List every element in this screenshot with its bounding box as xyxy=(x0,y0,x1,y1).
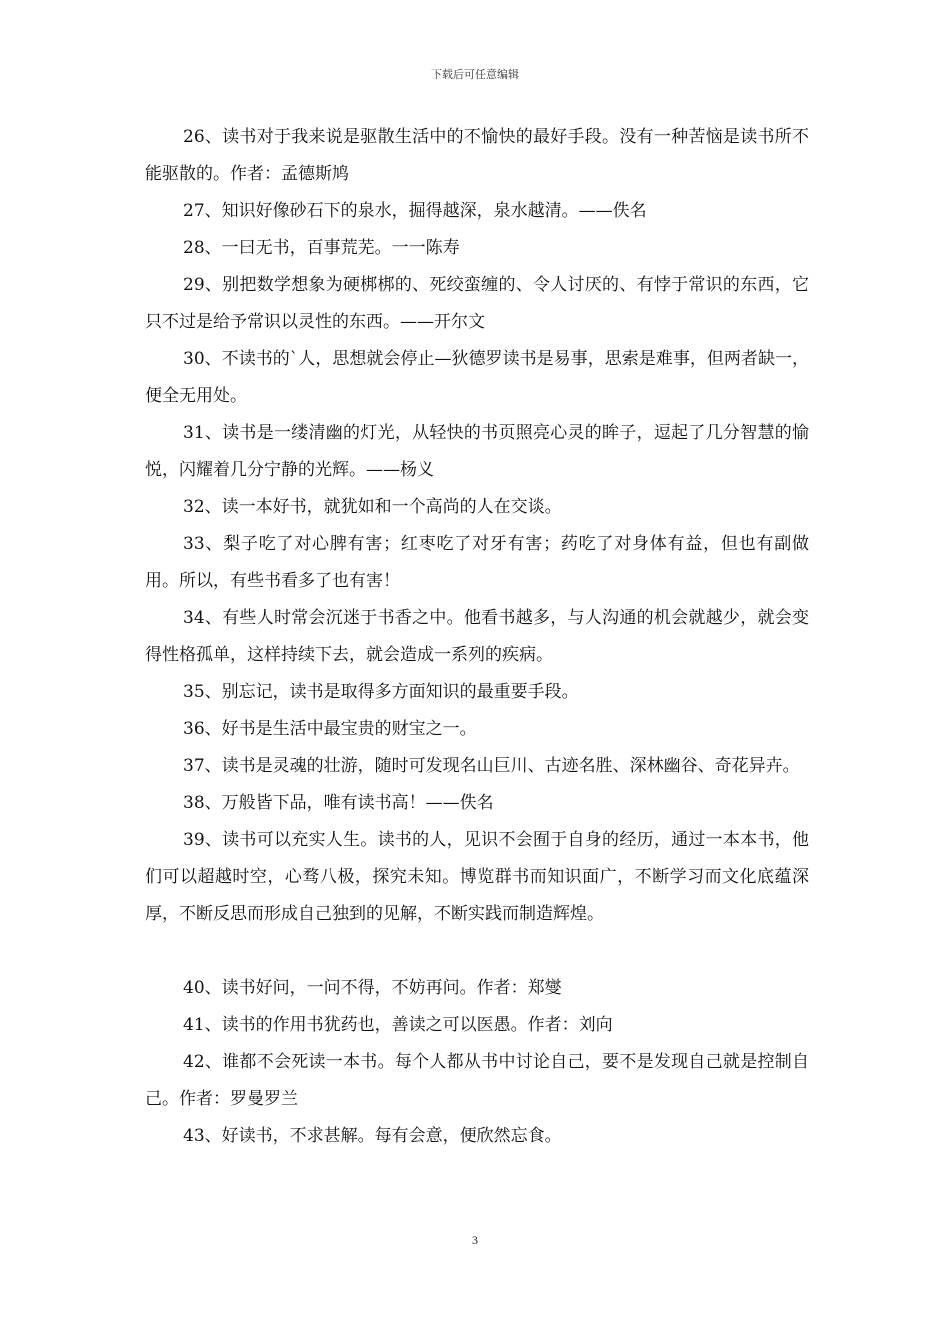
page-number: 3 xyxy=(472,1233,478,1247)
paragraph-43: 43、好读书，不求甚解。每有会意，便欣然忘食。 xyxy=(183,1126,562,1146)
paragraph-27: 27、知识好像砂石下的泉水，掘得越深，泉水越清。——佚名 xyxy=(183,201,647,221)
document-body xyxy=(145,119,809,1155)
paragraph-29: 29、别把数学想象为硬梆梆的、死绞蛮缠的、令人讨厌的、有悖于常识的东西，它只不过是给予常识以灵性的东西。——开尔文 xyxy=(145,275,809,332)
paragraph-41: 41、读书的作用书犹药也，善读之可以医愚。作者：刘向 xyxy=(183,1015,613,1035)
paragraph-30: 30、不读书的`人，思想就会停止—狄德罗读书是易事，思索是难事，但两者缺一，便全无用处。 xyxy=(145,349,809,406)
paragraph-37: 37、读书是灵魂的壮游，随时可发现名山巨川、古迹名胜、深林幽谷、奇花异卉。 xyxy=(183,756,800,776)
paragraph-34: 34、有些人时常会沉迷于书香之中。他看书越多，与人沟通的机会就越少，就会变得性格孤单，这样持续下去，就会造成一系列的疾病。 xyxy=(145,608,809,665)
paragraph-36: 36、好书是生活中最宝贵的财宝之一。 xyxy=(183,719,477,739)
paragraph-31: 31、读书是一缕清幽的灯光，从轻快的书页照亮心灵的眸子，逗起了几分智慧的愉悦，闪耀着几分宁静的光辉。——杨义 xyxy=(145,423,809,480)
paragraph-32: 32、读一本好书，就犹如和一个高尚的人在交谈。 xyxy=(183,497,562,517)
paragraph-28: 28、一曰无书，百事荒芜。一一陈寿 xyxy=(183,238,460,258)
paragraph-35: 35、别忘记，读书是取得多方面知识的最重要手段。 xyxy=(183,682,579,702)
paragraph-33: 33、梨子吃了对心脾有害；红枣吃了对牙有害；药吃了对身体有益，但也有副做用。所以，有些书看多了也有害！ xyxy=(145,534,809,591)
paragraph-42: 42、谁都不会死读一本书。每个人都从书中讨论自己，要不是发现自己就是控制自己。作者：罗曼罗兰 xyxy=(145,1052,809,1109)
paragraph-40: 40、读书好问，一问不得，不妨再问。作者：郑燮 xyxy=(183,978,562,998)
paragraph-39: 39、读书可以充实人生。读书的人，见识不会囿于自身的经历，通过一本本书，他们可以超越时空，心骛八极，探究未知。博览群书而知识面广，不断学习而文化底蕴深厚，不断反思而形成自己独到的见解，不断实践而制造辉煌。 xyxy=(145,830,809,924)
paragraph-38: 38、万般皆下品，唯有读书高！——佚名 xyxy=(183,793,494,813)
paragraph-26: 26、读书对于我来说是驱散生活中的不愉快的最好手段。没有一种苦恼是读书所不能驱散的。作者：孟德斯鸠 xyxy=(145,127,809,184)
header-note: 下载后可任意编辑 xyxy=(431,68,519,81)
paragraph-gap xyxy=(145,933,809,970)
